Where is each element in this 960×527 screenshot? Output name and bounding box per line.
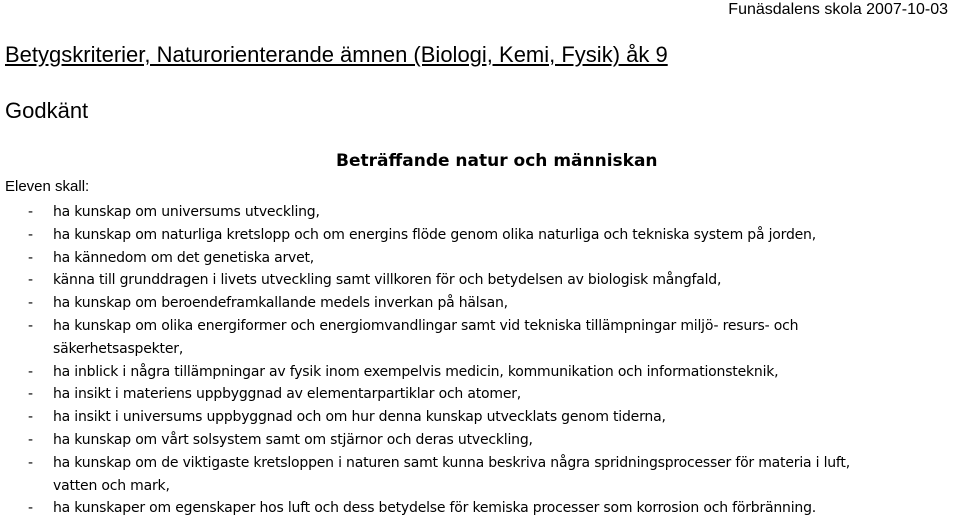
criterion-text: känna till grunddragen i livets utveckling samt villkoren för och betydelsen av biologisk mångfald, xyxy=(53,272,722,289)
bullet-dash: - xyxy=(28,500,33,517)
list-item xyxy=(0,452,960,498)
bullet-dash: - xyxy=(28,226,33,243)
bullet-dash: - xyxy=(28,363,33,380)
criterion-text: ha inblick i några tillämpningar av fysik inom exempelvis medicin, kommunikation och informationsteknik, xyxy=(53,363,779,380)
criterion-text: ha kunskap om universums utveckling, xyxy=(53,204,320,220)
criterion-text: ha insikt i universums uppbyggnad och om hur denna kunskap utvecklats genom tiderna, xyxy=(53,409,666,426)
list-item xyxy=(0,361,960,384)
criterion-continuation: vatten och mark, xyxy=(53,477,170,494)
header-school-date: Funäsdalens skola 2007-10-03 xyxy=(728,1,948,18)
document-title: Betygskriterier, Naturorienterande ämnen (Biologi, Kemi, Fysik) åk 9 xyxy=(5,42,668,67)
list-item xyxy=(0,201,960,224)
list-item xyxy=(0,406,960,429)
list-item xyxy=(0,247,960,270)
bullet-dash: - xyxy=(28,317,33,334)
bullet-dash: - xyxy=(28,431,33,448)
bullet-dash: - xyxy=(28,249,33,266)
bullet-dash: - xyxy=(28,386,33,403)
criteria-list xyxy=(0,201,960,520)
bullet-dash: - xyxy=(28,204,33,220)
criterion-text: ha kunskap om olika energiformer och energiomvandlingar samt vid tekniska tillämpningar miljö- resurs- och xyxy=(53,317,799,334)
criterion-text: ha kännedom om det genetiska arvet, xyxy=(53,249,315,266)
intro-text: Eleven skall: xyxy=(5,178,90,195)
list-item xyxy=(0,224,960,247)
list-item xyxy=(0,269,960,292)
criterion-text: ha kunskap om de viktigaste kretsloppen i naturen samt kunna beskriva några spridningsprocesser för materia i luft, xyxy=(53,454,850,471)
section-heading: Beträffande natur och människan xyxy=(336,151,658,171)
list-item xyxy=(0,429,960,452)
criterion-text: ha kunskap om beroendeframkallande medels inverkan på hälsan, xyxy=(53,295,508,312)
grade-heading: Godkänt xyxy=(5,98,89,123)
criterion-continuation: säkerhetsaspekter, xyxy=(53,340,184,357)
list-item xyxy=(0,292,960,315)
list-item xyxy=(0,497,960,520)
bullet-dash: - xyxy=(28,409,33,426)
bullet-dash: - xyxy=(28,454,33,471)
criterion-text: ha kunskaper om egenskaper hos luft och dess betydelse för kemiska processer som korrosion och förbränning. xyxy=(53,500,817,517)
criterion-text: ha kunskap om naturliga kretslopp och om energins flöde genom olika naturliga och tekniska system på jorden, xyxy=(53,226,816,243)
list-item xyxy=(0,383,960,406)
list-item xyxy=(0,315,960,361)
criterion-text: ha kunskap om vårt solsystem samt om stjärnor och deras utveckling, xyxy=(53,431,533,448)
criterion-text: ha insikt i materiens uppbyggnad av elementarpartiklar och atomer, xyxy=(53,386,522,403)
bullet-dash: - xyxy=(28,295,33,312)
bullet-dash: - xyxy=(28,272,33,289)
